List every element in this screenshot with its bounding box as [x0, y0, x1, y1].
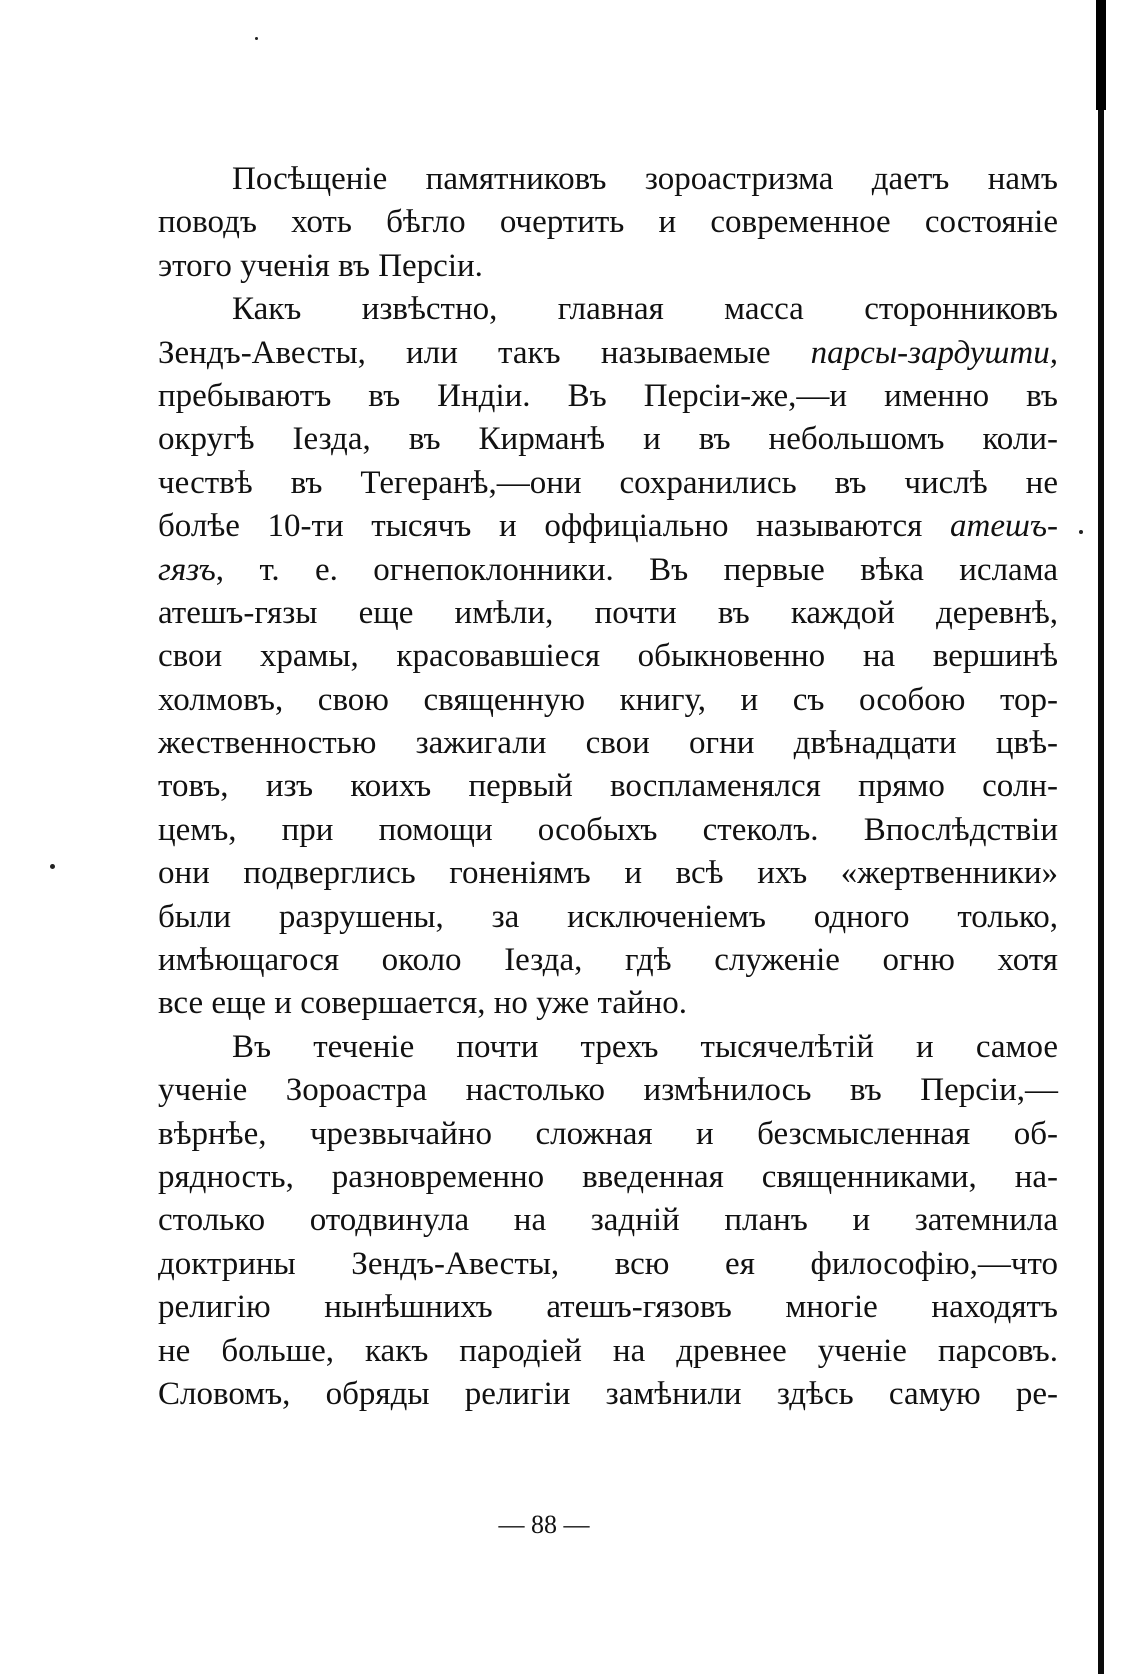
text-line: рядность, разновременно введенная священниками, на- — [158, 1158, 1058, 1195]
text-fragment: болѣе 10-ти тысячъ и оффиціально называются — [158, 508, 950, 545]
ink-speck — [1079, 530, 1083, 534]
text-line: вѣрнѣе, чрезвычайно сложная и безсмысленная об- — [158, 1115, 1058, 1152]
text-line: округѣ Іезда, въ Кирманѣ и въ небольшомъ коли- — [158, 421, 1058, 458]
text-line: были разрушены, за исключеніемъ одного только, — [158, 898, 1058, 935]
text-line: товъ, изъ коихъ первый воспламенялся прямо солн- — [158, 768, 1058, 805]
page-binding-edge — [1098, 0, 1104, 1674]
text-line: ученіе Зороастра настолько измѣнилось въ Персіи,— — [158, 1072, 1058, 1109]
text-fragment: Зендъ-Авесты, или такъ называемые — [158, 334, 811, 371]
text-line: пребываютъ въ Индіи. Въ Персіи-же,—и именно въ — [158, 377, 1058, 414]
text-line: все еще и совершается, но уже тайно. — [158, 985, 688, 1022]
italic-term: парсы-зардушти, — [810, 334, 1058, 371]
text-line: религію нынѣшнихъ атешъ-гязовъ многіе находятъ — [158, 1289, 1058, 1326]
text-line: доктрины Зендъ-Авесты, всю ея философію,—что — [158, 1245, 1058, 1282]
ink-speck — [255, 37, 258, 40]
italic-term: гязъ — [158, 551, 216, 588]
page-number: — 88 — — [498, 1510, 590, 1539]
text-line: жественностью зажигали свои огни двѣнадцати цвѣ- — [158, 725, 1058, 762]
text-line: не больше, какъ пародіей на древнее ученіе парсовъ. — [158, 1332, 1058, 1369]
body-text — [158, 158, 1058, 1416]
text-line: поводъ хоть бѣгло очертить и современное состояніе — [158, 204, 1058, 241]
text-line: Какъ извѣстно, главная масса сторонниковъ — [232, 291, 1058, 328]
text-line: Въ теченіе почти трехъ тысячелѣтій и самое — [232, 1028, 1058, 1065]
text-line: свои храмы, красовавшіеся обыкновенно на вершинѣ — [158, 638, 1058, 675]
italic-term: атешъ- — [949, 508, 1058, 545]
text-line — [158, 549, 1058, 592]
text-line: этого ученія въ Персіи. — [158, 247, 483, 284]
text-line: чествѣ въ Тегеранѣ,—они сохранились въ числѣ не — [158, 464, 1058, 501]
text-line: Словомъ, обряды религіи замѣнили здѣсь самую ре- — [158, 1375, 1058, 1412]
text-line: Посѣщеніе памятниковъ зороастризма даетъ намъ — [232, 161, 1058, 197]
text-line: имѣющагося около Іезда, гдѣ служеніе огню хотя — [158, 942, 1058, 979]
ink-speck — [50, 864, 55, 869]
text-fragment: , т. е. огнепоклонники. Въ первые вѣка ислама — [215, 551, 1058, 588]
page-binding-edge-top — [1096, 0, 1106, 110]
text-line — [158, 332, 1058, 375]
text-line — [158, 505, 1058, 548]
text-line: они подверглись гоненіямъ и всѣ ихъ «жертвенники» — [158, 855, 1058, 892]
text-line: цемъ, при помощи особыхъ стеколъ. Впослѣдствіи — [158, 811, 1058, 848]
text-line: атешъ-гязы еще имѣли, почти въ каждой деревнѣ, — [158, 594, 1058, 631]
text-line: столько отодвинула на задній планъ и затемнила — [158, 1202, 1058, 1239]
text-line: холмовъ, свою священную книгу, и съ особою тор- — [158, 681, 1058, 718]
